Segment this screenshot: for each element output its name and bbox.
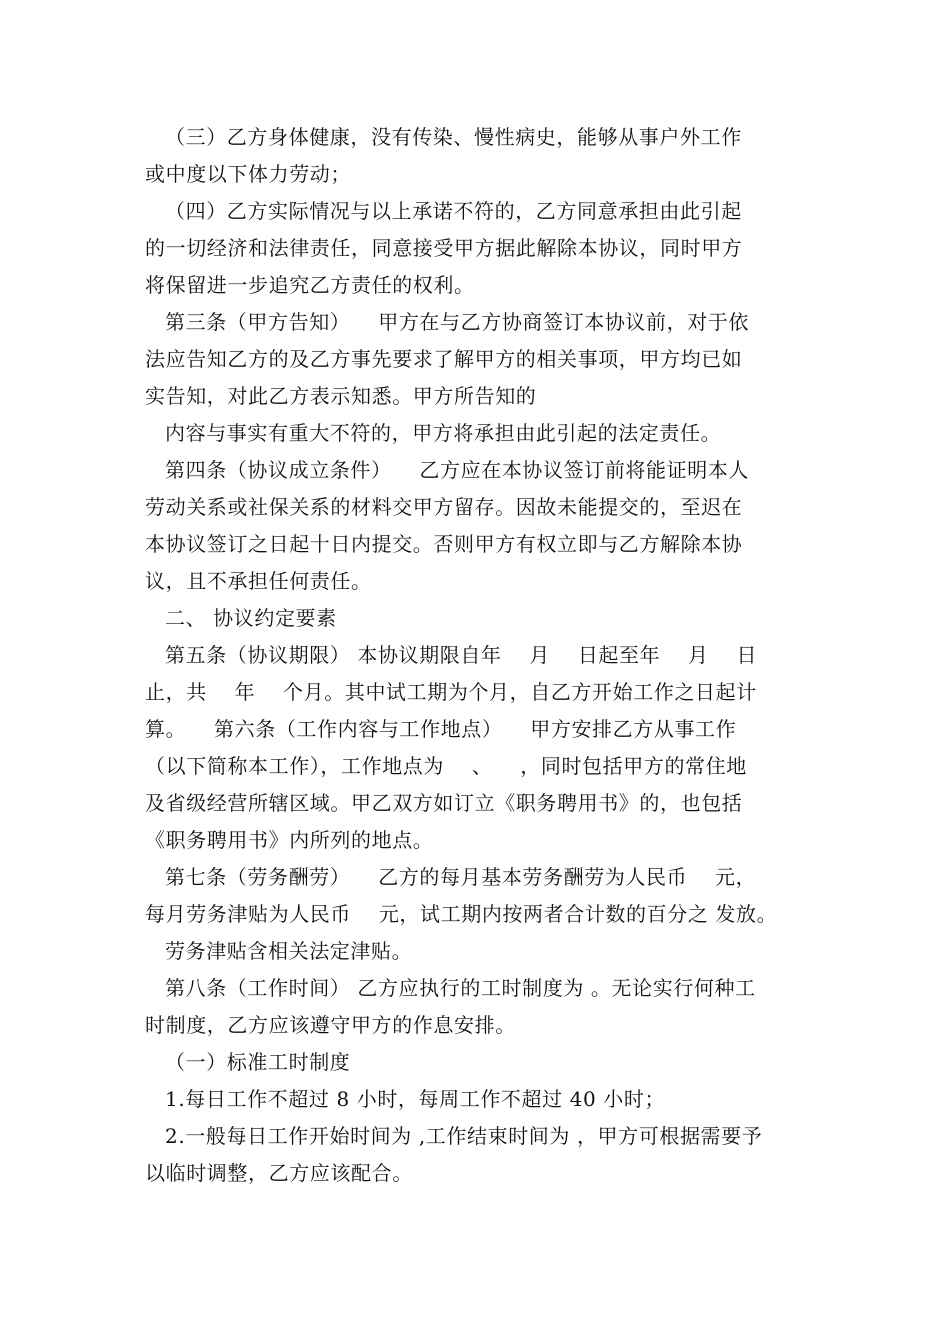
paragraph-line: 劳务津贴含相关法定津贴。 bbox=[165, 939, 413, 963]
article-5-heading-line: 第五条（协议期限） 本协议期限自年 月 日起至年 月 日 bbox=[165, 643, 758, 667]
list-item: 2.一般每日工作开始时间为 ,工作结束时间为 ，甲方可根据需要予 bbox=[165, 1124, 763, 1148]
paragraph-line: 本协议签订之日起十日内提交。否则甲方有权立即与乙方解除本协 bbox=[145, 532, 743, 556]
paragraph-line: 将保留进一步追究乙方责任的权利。 bbox=[145, 273, 475, 297]
paragraph-line: 议，且不承担任何责任。 bbox=[145, 569, 372, 593]
list-item: 1.每日工作不超过 8 小时，每周工作不超过 40 小时； bbox=[165, 1087, 666, 1111]
article-3-heading-line: 第三条（甲方告知） 甲方在与乙方协商签订本协议前，对于依 bbox=[165, 310, 750, 334]
paragraph-line: 《职务聘用书》内所列的地点。 bbox=[145, 828, 434, 852]
paragraph-line: 或中度以下体力劳动； bbox=[145, 162, 351, 186]
paragraph-line: 实告知，对此乙方表示知悉。甲方所告知的 bbox=[145, 384, 537, 408]
section-heading: 二、 协议约定要素 bbox=[165, 606, 337, 630]
paragraph-line: 劳动关系或社保关系的材料交甲方留存。因故未能提交的，至迟在 bbox=[145, 495, 743, 519]
paragraph-line: （四）乙方实际情况与以上承诺不符的，乙方同意承担由此引起 bbox=[165, 199, 742, 223]
subsection-heading: （一）标准工时制度 bbox=[165, 1050, 351, 1074]
paragraph-line: 内容与事实有重大不符的，甲方将承担由此引起的法定责任。 bbox=[165, 421, 722, 445]
article-4-heading-line: 第四条（协议成立条件） 乙方应在本协议签订前将能证明本人 bbox=[165, 458, 750, 482]
paragraph-line: （以下简称本工作），工作地点为 、 ，同时包括甲方的常住地 bbox=[145, 754, 747, 778]
paragraph-line: 法应告知乙方的及乙方事先要求了解甲方的相关事项，甲方均已如 bbox=[145, 347, 743, 371]
article-7-heading-line: 第七条（劳务酬劳） 乙方的每月基本劳务酬劳为人民币 元， bbox=[165, 865, 757, 889]
paragraph-line: 止，共 年 个月。其中试工期为个月，自乙方开始工作之日起计 bbox=[145, 680, 757, 704]
paragraph-line: 的一切经济和法律责任，同意接受甲方据此解除本协议，同时甲方 bbox=[145, 236, 743, 260]
paragraph-line: （三）乙方身体健康，没有传染、慢性病史，能够从事户外工作 bbox=[165, 125, 742, 149]
article-6-heading-line: 算。 第六条（工作内容与工作地点） 甲方安排乙方从事工作 bbox=[145, 717, 737, 741]
paragraph-line: 及省级经营所辖区域。甲乙双方如订立《职务聘用书》的，也包括 bbox=[145, 791, 743, 815]
paragraph-line: 以临时调整，乙方应该配合。 bbox=[145, 1161, 413, 1185]
paragraph-line: 时制度，乙方应该遵守甲方的作息安排。 bbox=[145, 1013, 516, 1037]
paragraph-line: 每月劳务津贴为人民币 元，试工期内按两者合计数的百分之 发放。 bbox=[145, 902, 778, 926]
article-8-heading-line: 第八条（工作时间） 乙方应执行的工时制度为 。无论实行何种工 bbox=[165, 976, 756, 1000]
